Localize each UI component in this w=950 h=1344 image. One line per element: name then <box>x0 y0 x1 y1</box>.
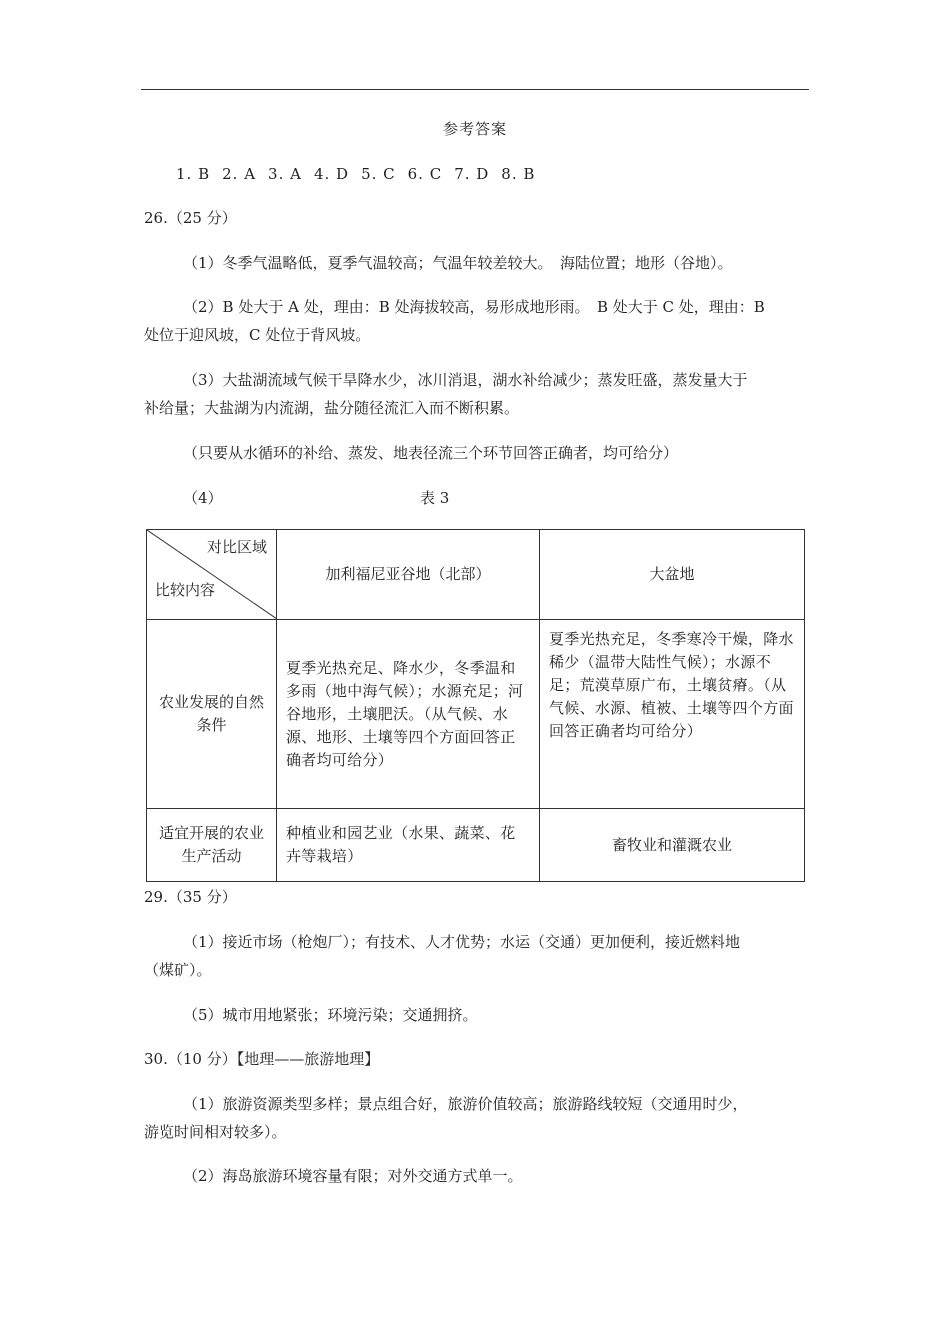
mc-answer: 8. B <box>501 165 536 183</box>
table-corner-cell <box>147 530 277 620</box>
table-caption: 表 3 <box>420 489 450 507</box>
table-header-row <box>147 530 805 620</box>
mc-answer: 5. C <box>361 165 396 183</box>
q26-answer-2-line2: 处位于迎风坡，C 处位于背风坡。 <box>144 326 371 344</box>
q29-answer-1-line1: （1）接近市场（枪炮厂）；有技术、人才优势；水运（交通）更加便利，接近燃料地 <box>183 933 741 951</box>
cell-great-basin-activities: 畜牧业和灌溉农业 <box>540 809 805 882</box>
table-row <box>147 809 805 882</box>
q29-header: 29.（35 分） <box>144 888 237 906</box>
page-title: 参考答案 <box>442 120 507 138</box>
corner-top-label: 对比区域 <box>206 538 267 556</box>
q30-answer-1-line2: 游览时间相对较多）。 <box>144 1123 287 1141</box>
comparison-table <box>146 529 805 882</box>
column-header-california: 加利福尼亚谷地（北部） <box>277 530 540 620</box>
mc-answer: 3. A <box>268 165 302 183</box>
table-row <box>147 620 805 809</box>
header-rule <box>141 89 809 90</box>
mc-answer: 4. D <box>313 165 350 183</box>
mc-answer: 6. C <box>407 165 443 183</box>
q26-answer-3-line2: 补给量；大盐湖为内流湖，盐分随径流汇入而不断积累。 <box>144 399 520 417</box>
cell-great-basin-conditions: 夏季光热充足，冬季寒冷干燥，降水稀少（温带大陆性气候）；水源不足；荒漠草原广布，土壤贫瘠。（从气候、水源、植被、土壤等四个方面回答正确者均可给分） <box>540 620 805 809</box>
q30-answer-1-line1: （1）旅游资源类型多样；景点组合好，旅游价值较高；旅游路线较短（交通用时少， <box>183 1095 748 1113</box>
cell-california-conditions: 夏季光热充足、降水少，冬季温和多雨（地中海气候）；水源充足；河谷地形，土壤肥沃。（从气候、水源、地形、土壤等四个方面回答正确者均可给分） <box>277 620 540 809</box>
cell-california-activities: 种植业和园艺业（水果、蔬菜、花卉等栽培） <box>277 809 540 882</box>
mc-answer: 2. A <box>222 165 257 183</box>
q29-answer-5: （5）城市用地紧张；环境污染；交通拥挤。 <box>183 1006 478 1024</box>
q26-answer-3-note: （只要从水循环的补给、蒸发、地表径流三个环节回答正确者，均可给分） <box>183 444 679 462</box>
column-header-great-basin: 大盆地 <box>540 530 805 620</box>
q26-answer-3-line1: （3）大盐湖流域气候干旱降水少，冰川消退，湖水补给减少；蒸发旺盛，蒸发量大于 <box>183 371 748 389</box>
q30-header: 30.（10 分）【地理——旅游地理】 <box>144 1050 380 1068</box>
q26-answer-1: （1）冬季气温略低，夏季气温较高；气温年较差较大。 海陆位置；地形（谷地）。 <box>183 254 733 272</box>
q26-header: 26.（25 分） <box>144 209 237 227</box>
q29-answer-1-line2: （煤矿）。 <box>144 961 212 979</box>
row-label-activities: 适宜开展的农业生产活动 <box>147 809 277 882</box>
q26-answer-4-label: （4） <box>183 489 223 507</box>
row-label-natural-conditions: 农业发展的自然条件 <box>147 620 277 809</box>
mc-answer: 1. B <box>176 165 211 183</box>
q26-answer-2-line1: （2）B 处大于 A 处，理由：B 处海拔较高，易形成地形雨。 B 处大于 C 处，理由：B <box>183 298 765 316</box>
q30-answer-2: （2）海岛旅游环境容量有限；对外交通方式单一。 <box>183 1167 523 1185</box>
mc-answer: 7. D <box>454 165 490 183</box>
multiple-choice-answers <box>176 164 547 184</box>
corner-bottom-label: 比较内容 <box>155 581 216 599</box>
